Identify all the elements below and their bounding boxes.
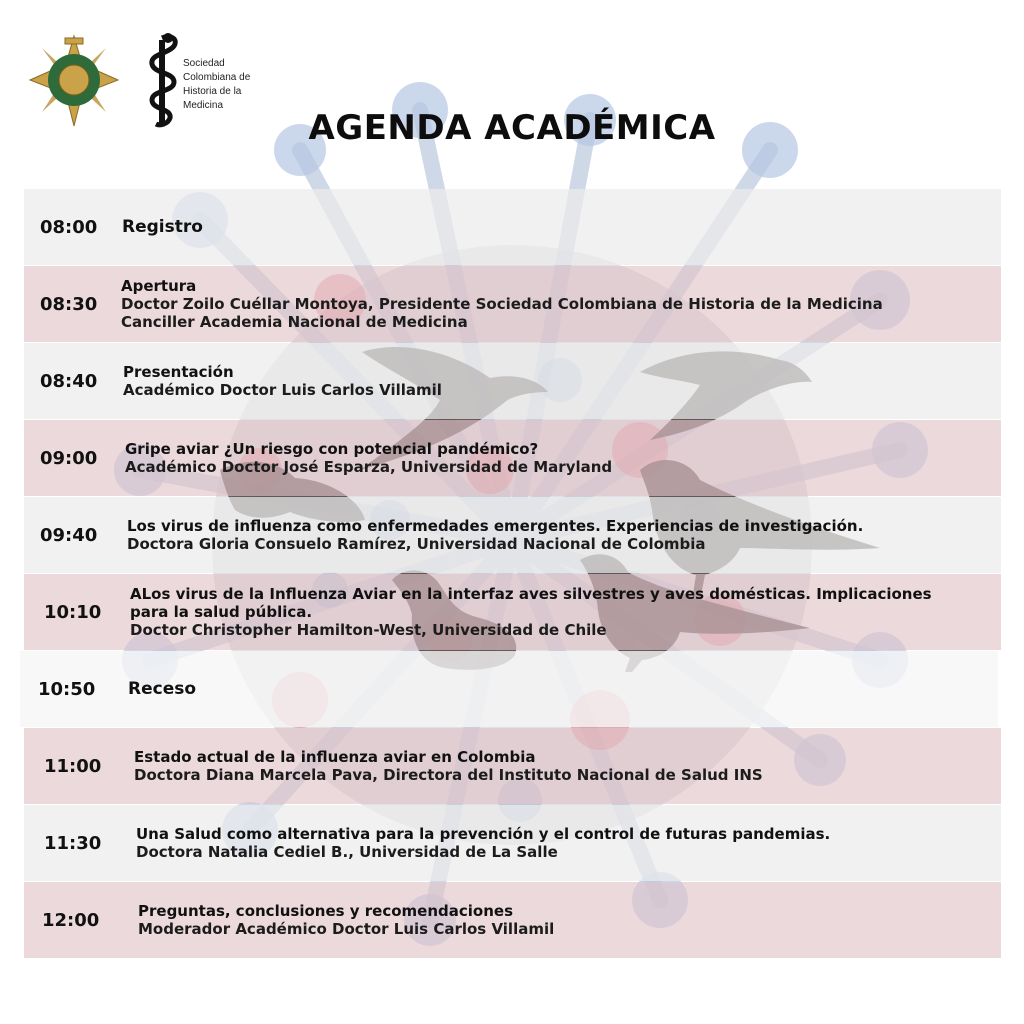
agenda-row (24, 343, 1001, 419)
society-name (183, 57, 273, 113)
agenda-title: Receso (128, 679, 197, 699)
agenda-time: 09:40 (40, 524, 98, 546)
agenda-content (136, 805, 830, 881)
agenda-time: 11:30 (44, 832, 102, 854)
medal-center (59, 65, 89, 95)
agenda-content (125, 420, 612, 496)
agenda-title: Gripe aviar ¿Un riesgo con potencial pandémico? (125, 440, 539, 458)
agenda-title: Estado actual de la influenza aviar en Colombia (134, 748, 536, 766)
agenda-time: 08:00 (40, 216, 98, 238)
agenda-speaker: Doctor Christopher Hamilton-West, Universidad de Chile (130, 621, 607, 639)
agenda-speaker: Académico Doctor Luis Carlos Villamil (123, 381, 442, 399)
agenda-row (24, 497, 1001, 573)
agenda-content (123, 343, 442, 419)
agenda-title: Los virus de influenza como enfermedades emergentes. Experiencias de investigación. (127, 517, 864, 535)
agenda-time: 11:00 (44, 755, 102, 777)
agenda-speaker: Doctora Natalia Cediel B., Universidad de La Salle (136, 843, 558, 861)
agenda-row (24, 189, 1001, 265)
agenda-title: para la salud pública. (130, 603, 313, 621)
agenda-row (24, 805, 1001, 881)
agenda-content (130, 574, 932, 650)
agenda-row (24, 420, 1001, 496)
agenda-row (24, 882, 1001, 958)
agenda-content (138, 882, 554, 958)
agenda-speaker: Académico Doctor José Esparza, Universidad de Maryland (125, 458, 613, 476)
agenda-title: Preguntas, conclusiones y recomendaciones (138, 902, 513, 920)
agenda-time: 08:40 (40, 370, 98, 392)
society-name-line: Historia de la (183, 86, 242, 97)
agenda-content (127, 497, 863, 573)
agenda-title: Registro (122, 217, 203, 237)
agenda-content (134, 728, 763, 804)
agenda-title: Presentación (123, 363, 234, 381)
agenda-time: 08:30 (40, 293, 98, 315)
agenda-row (24, 574, 1001, 650)
agenda-speaker: Canciller Academia Nacional de Medicina (121, 313, 468, 331)
society-name-line: Medicina (183, 100, 224, 111)
agenda-speaker: Moderador Académico Doctor Luis Carlos Villamil (138, 920, 555, 938)
snake-head (163, 33, 173, 43)
page-title: AGENDA ACADÉMICA (308, 108, 716, 148)
agenda-speaker: Doctora Diana Marcela Pava, Directora del Instituto Nacional de Salud INS (134, 766, 763, 784)
society-name-line: Colombiana de (183, 72, 251, 83)
agenda-time: 10:10 (44, 601, 102, 623)
agenda-title: ALos virus de la Influenza Aviar en la interfaz aves silvestres y aves domésticas. Implicaciones (130, 585, 932, 603)
agenda-content (122, 189, 203, 265)
agenda-time: 10:50 (38, 678, 96, 700)
agenda-title: Una Salud como alternativa para la prevención y el control de futuras pandemias. (136, 825, 831, 843)
agenda-content (128, 651, 196, 727)
agenda-content (121, 266, 883, 342)
agenda-time: 09:00 (40, 447, 98, 469)
agenda-speaker: Doctora Gloria Consuelo Ramírez, Universidad Nacional de Colombia (127, 535, 706, 553)
agenda-row (24, 728, 1001, 804)
agenda-time: 12:00 (42, 909, 100, 931)
agenda-title: Apertura (121, 277, 197, 295)
agenda-row (20, 651, 998, 727)
agenda-row (24, 266, 1001, 342)
society-name-line: Sociedad (183, 58, 225, 69)
agenda-speaker: Doctor Zoilo Cuéllar Montoya, Presidente Sociedad Colombiana de Historia de la Medicina (121, 295, 883, 313)
